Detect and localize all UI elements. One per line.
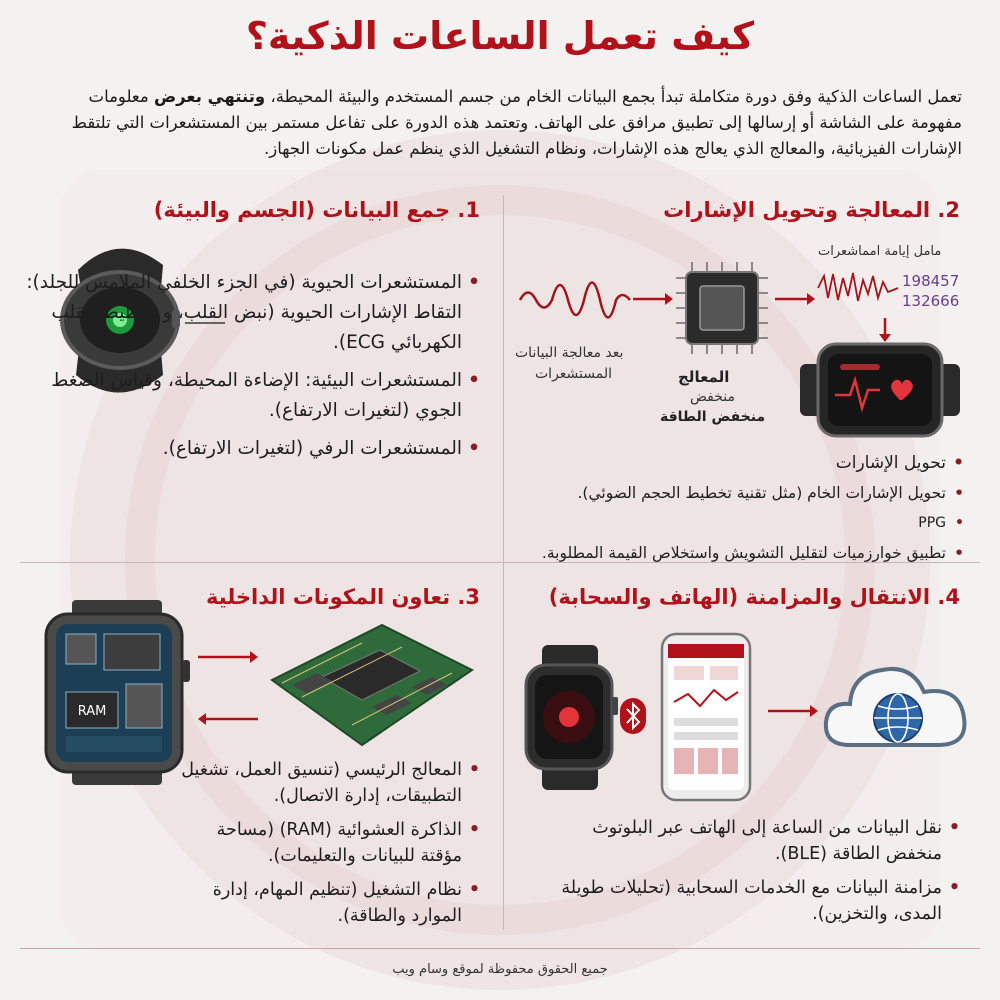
section3-title: 3. تعاون المكونات الداخلية [206,585,480,609]
intro-bold: وتنتهي بعرض [153,87,266,106]
footer-divider [20,948,980,949]
chip-sub-label-2: منخفض الطاقة [660,409,766,425]
section1-title: 1. جمع البيانات (الجسم والبيئة) [153,198,480,222]
output-label: مامل إيامة امماشعرات [818,244,942,259]
intro-paragraph [38,84,962,162]
list-item: • مزامنة البيانات مع الخدمات السحابية (تحليلات طويلة المدى، والتخزين). [540,875,960,927]
bluetooth-icon [620,698,646,734]
list-item: • المستشعرات الحيوية (في الجزء الخلفي الملامس للجلد): التقاط الإشارات الحيوية (نبض القلب، و تخطيط القلب الكهربائي ECG). [20,268,480,358]
smartwatch-front-icon [520,645,620,790]
section1-bullets [20,268,480,472]
cloud-globe-icon [820,650,970,762]
watch-display-icon [800,340,960,440]
list-item: • المعالج الرئيسي (تنسيق العمل، تشغيل التطبيقات، إدارة الاتصال). [180,757,480,809]
arrow-left-from-board [198,712,258,726]
signal-label-2: المستشعرات [535,366,612,382]
page-title: كيف تعمل الساعات الذكية؟ [245,14,755,58]
arrow-to-chip [633,292,673,306]
signal-label-1: بعد معالجة البيانات [515,345,624,361]
list-item: • المستشعرات الرفي (لتغيرات الارتفاع). [20,434,480,464]
footer-copyright: جميع الحقوق محفوظة لموقع وسام ويب [392,962,608,977]
arrow-to-output [775,292,815,306]
list-item: • نقل البيانات من الساعة إلى الهاتف عبر البلوتوث منخفض الطاقة (BLE). [540,815,960,867]
list-item: • الذاكرة العشوائية (RAM) (مساحة مؤقتة للبيانات والتعليمات). [180,817,480,869]
output-number-2: 132666 [902,292,960,310]
motherboard-watch-icon [42,600,192,785]
list-item: • تحويل الإشارات [514,452,964,474]
circuit-board-icon [262,625,477,750]
list-item: • تطبيق خوارزميات لتقليل التشويش واستخلاص القيمة المطلوبة. [514,542,964,564]
intro-text-2: معلومات مفهومة على الشاشة أو إرسالها إلى تطبيق مرافق على الهاتف. وتعتمد هذه الدورة على تفاعل مستمر بين المستشعرات التي تلتقط الإشارات الفيزيائية، والمعالج الذي يعالج هذه الإشارات، ونظام التشغيل الذي ينظم عمل مكونات الجهاز. [71,87,962,158]
arrow-to-cloud [768,704,818,718]
list-item: • تحويل الإشارات الخام (مثل تقنية تخطيط الحجم الضوئي). [514,482,964,504]
section3-bullets [180,757,480,937]
chip-icon [672,258,772,358]
section2-bullets [514,452,964,572]
sine-wave-icon [520,265,630,335]
phone-icon [660,632,752,802]
output-number-1: 198457 [902,272,960,290]
list-item: • PPG [514,512,964,534]
ram-label: RAM [77,704,107,719]
section4-bullets [540,815,960,935]
list-item: • نظام التشغيل (تنظيم المهام، إدارة الموارد والطاقة). [180,877,480,929]
list-item: • المستشعرات البيئية: الإضاءة المحيطة، وقياس الضغط الجوي (لتغيرات الارتفاع). [20,366,480,426]
chip-label: المعالج [678,368,730,386]
arrow-down [878,318,892,342]
section4-title: 4. الانتقال والمزامنة (الهاتف والسحابة) [548,585,960,609]
intro-text-1: تعمل الساعات الذكية وفق دورة متكاملة تبدأ بجمع البيانات الخام من جسم المستخدم والبيئة المحيطة، [265,87,962,106]
chip-sub-label-1: منخفض [690,389,735,405]
arrow-right-to-board [198,650,258,664]
section2-title: 2. المعالجة وتحويل الإشارات [663,198,960,222]
output-wave-icon [818,268,898,308]
